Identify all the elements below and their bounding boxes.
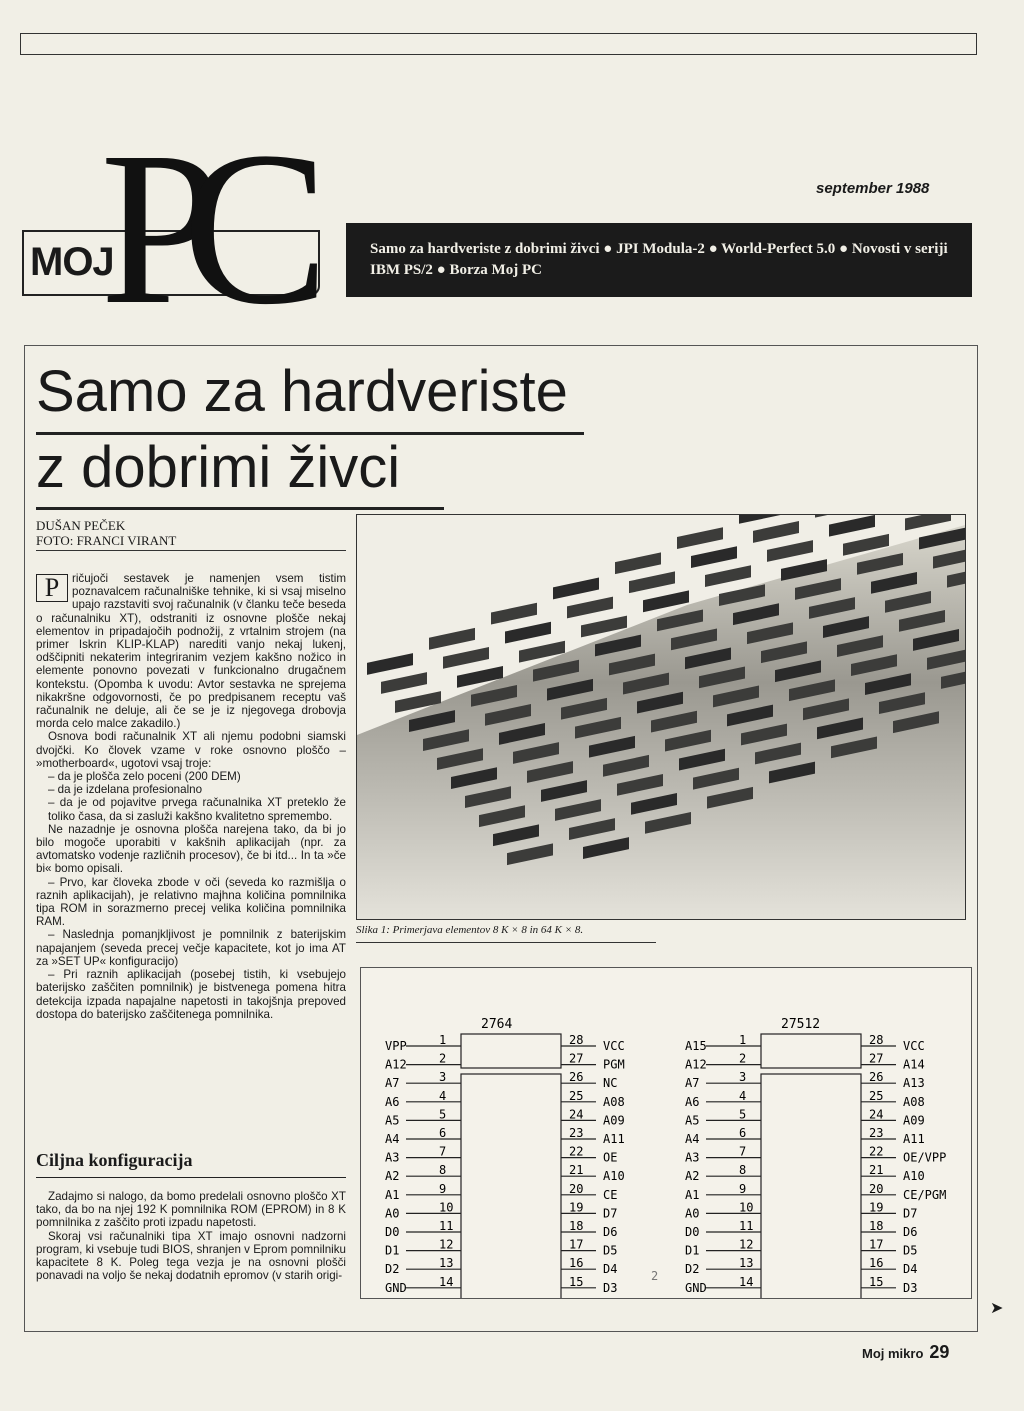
pin-number: 25 (869, 1088, 884, 1103)
page-number: 29 (929, 1342, 950, 1362)
pin-label: VCC (603, 1039, 625, 1053)
paragraph: – Naslednja pomanjkljivost je pomnilnik z baterijskim napajanjem (seveda precej večje kapacitete, kot jo ima AT za »SET UP« konfiguracijo) (36, 928, 346, 968)
pin-number: 16 (569, 1256, 584, 1271)
pin-label: D7 (603, 1206, 618, 1221)
pin-label: D6 (903, 1225, 918, 1239)
paragraph: ričujoči sestavek je namenjen vsem tistim poznavalcem računalniške tehnike, ki si vsaj miselno upajo razstaviti svoj računalnik (v članku teče beseda o računalniku XT), odstraniti iz osnovne plošče nekaj elementov in pripadajočih podnožij, z vrtalnim strojem (na primer Iskrin KLIP-KLAP) narediti vanjo nekaj lukenj, odščipniti nekaterim integriranim vezjem kakšno nožico in elemente ponovno povezati v funkcionalno drugačnem kontekstu. (Opomba k uvodu: Avtor sestavka ne sprejema nikakršne odgovornosti, če po predpisanem receptu vaš računalnik ne deluje, ali če se je iz njegovega drobovja morda celo malce zakadilo.) (36, 572, 346, 731)
magazine-name: Moj mikro (862, 1346, 924, 1361)
pin-number: 13 (739, 1256, 754, 1271)
pin-number: 12 (439, 1237, 454, 1252)
contents-banner: Samo za hardveriste z dobrimi živci ● JPI Modula-2 ● World-Perfect 5.0 ● Novosti v seriji IBM PS/2 ● Borza Moj PC (346, 223, 972, 297)
title-rule (36, 432, 584, 435)
pin-label: CE (603, 1187, 618, 1202)
pin-number: 15 (869, 1274, 884, 1289)
pin-label: D2 (385, 1262, 400, 1277)
title-line-2: z dobrimi živci (36, 435, 401, 500)
pin-number: 2 (439, 1051, 447, 1066)
pin-label: A11 (603, 1132, 625, 1146)
pin-label: A2 (685, 1169, 700, 1184)
pin-label: A4 (685, 1132, 700, 1146)
pin-number: 24 (569, 1107, 584, 1122)
pin-label: D4 (603, 1262, 618, 1277)
pin-label: A1 (685, 1187, 700, 1202)
pin-number: 5 (439, 1107, 447, 1122)
pin-label: A7 (685, 1076, 700, 1091)
pin-label: A08 (903, 1094, 925, 1109)
pin-number: 5 (739, 1107, 747, 1122)
pin-label: D4 (903, 1262, 918, 1277)
pin-label: A10 (903, 1169, 925, 1184)
pin-label: A12 (685, 1057, 707, 1072)
body-column-lower (36, 1190, 346, 1282)
subheading: Ciljna konfiguracija (36, 1150, 346, 1178)
logo-moj: MOJ (30, 240, 114, 284)
pin-label: A6 (385, 1094, 400, 1109)
pin-label: D5 (903, 1243, 918, 1258)
pin-number: 4 (739, 1088, 747, 1103)
pin-number: 26 (869, 1070, 884, 1085)
pin-label: D1 (385, 1243, 400, 1258)
page-footer (862, 1342, 949, 1363)
pin-label: A15 (685, 1039, 707, 1053)
pin-label: A13 (903, 1076, 925, 1091)
pin-label: A14 (903, 1057, 925, 1072)
pin-number: 9 (739, 1181, 747, 1196)
pin-label: A08 (603, 1094, 625, 1109)
drop-cap: P (36, 574, 68, 602)
pin-label: VCC (903, 1039, 925, 1053)
article-title (36, 360, 568, 500)
pin-number: 20 (869, 1181, 884, 1196)
byline-rule (36, 550, 346, 551)
pin-number: 23 (569, 1126, 584, 1140)
paragraph: – Pri raznih aplikacijah (posebej tistih, ki vsebujejo baterijsko zaščiten pomnilnik) je bistvenega pomena hitra detekcija izpada napajalne napetosti in takojšnja prepoved dostopa do baterijsko zaščitenega pomnilnika. (36, 968, 346, 1021)
pin-label: PGM (603, 1057, 625, 1072)
pin-number: 27 (869, 1051, 884, 1066)
pin-label: A2 (385, 1169, 400, 1184)
pin-label: D1 (685, 1243, 700, 1258)
pin-label: A3 (685, 1150, 700, 1165)
body-column (36, 572, 346, 1021)
paragraph: – Prvo, kar človeka zbode v oči (seveda ko razmišlja o raznih aplikacijah), je relativno majhna količina pomnilnika tipa ROM in sorazmerno precej velika količina pomnilnika RAM. (36, 875, 346, 929)
pin-number: 28 (569, 1033, 584, 1047)
pin-label: A0 (685, 1206, 700, 1221)
continue-arrow: ➤ (990, 1300, 1004, 1317)
photo-illustration (357, 515, 965, 919)
list-item: – da je plošča zelo poceni (200 DEM) (48, 770, 241, 784)
logo-pc: PC (100, 106, 290, 350)
pin-number: 19 (869, 1200, 884, 1215)
pin-label: A3 (385, 1150, 400, 1165)
chip-name: 27512 (781, 1017, 821, 1032)
pin-label: D5 (603, 1243, 618, 1258)
pin-label: A09 (903, 1113, 925, 1128)
pin-number: 24 (869, 1107, 884, 1122)
pin-label: D2 (685, 1262, 700, 1277)
pin-number: 23 (869, 1126, 884, 1140)
pin-number: 21 (569, 1163, 584, 1178)
pinout-diagram (360, 967, 972, 1299)
pin-number: 22 (569, 1144, 584, 1159)
pin-label: NC (603, 1076, 618, 1091)
pin-number: 6 (739, 1126, 747, 1140)
pin-number: 18 (869, 1219, 884, 1233)
pin-number: 17 (869, 1237, 884, 1252)
pin-number: 11 (739, 1219, 754, 1233)
pin-label: GND (685, 1280, 707, 1295)
pin-label: D7 (903, 1206, 918, 1221)
pin-number: 4 (439, 1088, 447, 1103)
pin-label: D3 (603, 1280, 618, 1295)
pin-number: 6 (439, 1126, 447, 1140)
pin-number: 27 (569, 1051, 584, 1066)
pin-label: A4 (385, 1132, 400, 1146)
pin-number: 3 (739, 1070, 747, 1085)
chip-outline-top (761, 1034, 861, 1068)
paragraph: Skoraj vsi računalniki tipa XT imajo osnovni nadzorni program, ki vsebuje tudi BIOS, shranjen v Eprom pomnilniku kapacitete 8 K. Poleg tega vezja je na osnovni plošči ponavadi na voljo še nekaj dodatnih epromov (v starih origi- (36, 1229, 346, 1283)
list-item: – da je od pojavitve prvega računalnika XT preteklo že toliko časa, da si zasluži kakšno kvalitetno spremembo. (48, 796, 346, 823)
pin-number: 20 (569, 1181, 584, 1196)
pin-label: A5 (685, 1113, 700, 1128)
pin-label: OE/VPP (903, 1150, 947, 1165)
pin-number: 8 (439, 1163, 447, 1178)
magazine-logo (20, 106, 320, 350)
pin-label: A5 (385, 1113, 400, 1128)
pin-label: A10 (603, 1169, 625, 1184)
byline (36, 518, 176, 548)
pin-label: D3 (903, 1280, 918, 1295)
pin-number: 21 (869, 1163, 884, 1178)
pin-number: 19 (569, 1200, 584, 1215)
chip-outline (461, 1074, 561, 1298)
top-frame (20, 33, 977, 55)
pin-number: 14 (739, 1274, 754, 1289)
figure-caption: Slika 1: Primerjava elementov 8 K × 8 in 64 K × 8. (356, 924, 656, 943)
pin-number: 13 (439, 1256, 454, 1271)
paragraph: Zadajmo si nalogo, da bomo predelali osnovno ploščo XT tako, da bo na njej 192 K pomnilnika ROM (EPROM) in 8 K pomnilnika z zaščito proti izpadu napetosti. (36, 1190, 346, 1230)
pin-label: A11 (903, 1132, 925, 1146)
motherboard-photo (356, 514, 966, 920)
pin-number: 1 (439, 1033, 447, 1047)
pin-number: 17 (569, 1237, 584, 1252)
pin-label: A6 (685, 1094, 700, 1109)
pin-label: D0 (685, 1225, 700, 1239)
pin-number: 3 (439, 1070, 447, 1085)
paragraph: Ne nazadnje je osnovna plošča narejena tako, da bi jo bilo mogoče uporabiti v kakšnih aplikacijah (npr. za avtomatsko vodenje različnih procesov), če bi itd... In ta »če bi« bomo opisali. (36, 822, 346, 876)
pin-number: 1 (739, 1033, 747, 1047)
pin-number: 8 (739, 1163, 747, 1178)
pin-number: 10 (739, 1200, 754, 1215)
author: DUŠAN PEČEK (36, 518, 126, 533)
title-line-1: Samo za hardveriste (36, 359, 568, 424)
pin-label: D0 (385, 1225, 400, 1239)
pin-label: A7 (385, 1076, 400, 1091)
pin-number: 22 (869, 1144, 884, 1159)
chip-outline-top (461, 1034, 561, 1068)
pin-number: 26 (569, 1070, 584, 1085)
pin-number: 18 (569, 1219, 584, 1233)
pin-label: A1 (385, 1187, 400, 1202)
pin-number: 16 (869, 1256, 884, 1271)
pin-number: 9 (439, 1181, 447, 1196)
pin-label: D6 (603, 1225, 618, 1239)
pin-label: OE (603, 1150, 618, 1165)
pin-number: 7 (439, 1144, 447, 1159)
pin-number: 2 (739, 1051, 747, 1066)
chip-outline (761, 1074, 861, 1298)
pin-number: 10 (439, 1200, 454, 1215)
title-rule (36, 507, 444, 510)
pin-label: A12 (385, 1057, 407, 1072)
issue-date: september 1988 (816, 180, 930, 197)
photo-credit: FOTO: FRANCI VIRANT (36, 533, 177, 548)
pin-label: A09 (603, 1113, 625, 1128)
pin-number: 28 (869, 1033, 884, 1047)
pin-label: CE/PGM (903, 1187, 947, 1202)
pin-label: A0 (385, 1206, 400, 1221)
paragraph: Osnova bodi računalnik XT ali njemu podobni siamski dvojčki. Ko človek vzame v roke osnovno ploščo – »motherboard«, ugotovi vsaj troje: (36, 730, 346, 770)
pinout-svg (361, 968, 971, 1298)
pin-number: 15 (569, 1274, 584, 1289)
pin-number: 7 (739, 1144, 747, 1159)
pin-label: VPP (385, 1039, 407, 1053)
pin-number: 12 (739, 1237, 754, 1252)
pin-number: 11 (439, 1219, 454, 1233)
pin-number: 14 (439, 1274, 454, 1289)
page-mark: 2 (651, 1269, 659, 1283)
list-item: – da je izdelana profesionalno (48, 783, 203, 797)
chip-name: 2764 (481, 1017, 513, 1032)
pin-label: GND (385, 1280, 407, 1295)
pin-number: 25 (569, 1088, 584, 1103)
